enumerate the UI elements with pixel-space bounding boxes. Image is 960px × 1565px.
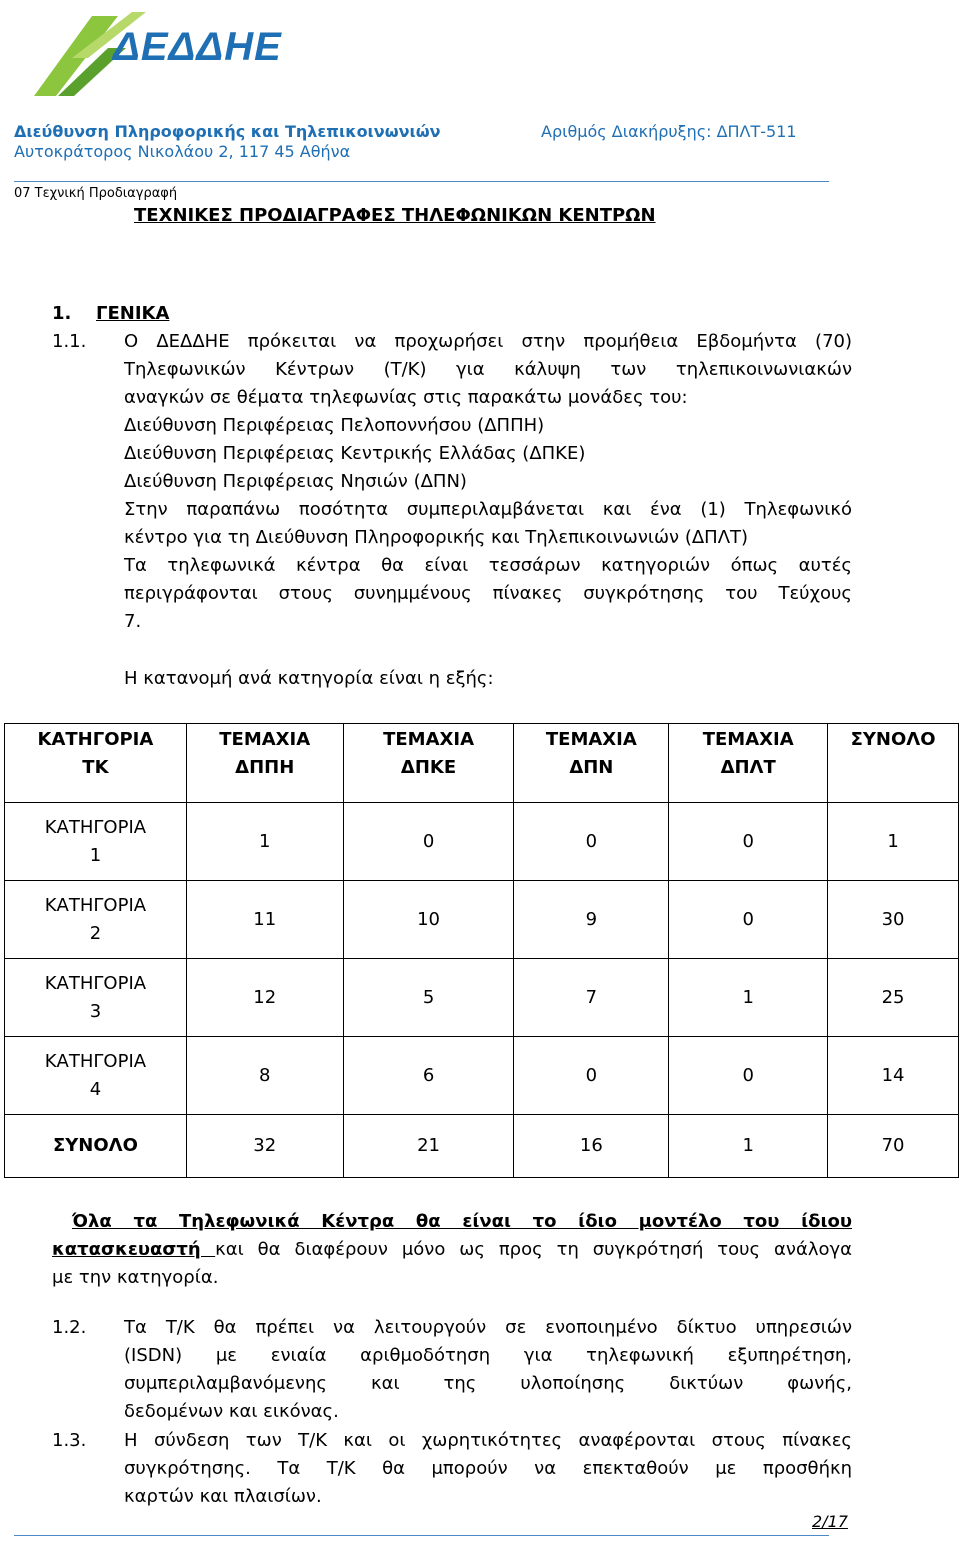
page-number: 2/17 bbox=[812, 1512, 848, 1531]
text-line: Διεύθυνση Περιφέρειας Νησιών (ΔΠΝ) bbox=[124, 471, 467, 492]
text-line: αναγκών σε θέματα τηλεφωνίας στις παρακάτω μονάδες του: bbox=[124, 387, 688, 408]
directorate-address: Αυτοκράτορος Νικολάου 2, 117 45 Αθήνα bbox=[14, 142, 351, 161]
table-cell: 6 bbox=[343, 1037, 514, 1115]
paragraph-1-1 bbox=[124, 328, 852, 636]
category-cell: ΚΑΤΗΓΟΡΙΑ 3 bbox=[5, 959, 187, 1037]
distribution-table bbox=[4, 723, 959, 1178]
text-line: καρτών και πλαισίων. bbox=[124, 1486, 322, 1507]
paragraph-number: 1.2. bbox=[52, 1317, 87, 1338]
text-line: Διεύθυνση Περιφέρειας Κεντρικής Ελλάδας (ΔΠΚΕ) bbox=[124, 443, 586, 464]
table-row bbox=[5, 959, 959, 1037]
header-cell: ΚΑΤΗΓΟΡΙΑ ΤΚ bbox=[5, 724, 187, 803]
table-row bbox=[5, 881, 959, 959]
text-line: περιγράφονται στους συνημμένους πίνακες συγκρότησης του Τεύχους bbox=[124, 583, 852, 604]
footer-divider bbox=[14, 1535, 829, 1536]
table-cell: 12 bbox=[186, 959, 343, 1037]
table-cell: 1 bbox=[669, 959, 828, 1037]
paragraph-1-3 bbox=[124, 1427, 852, 1511]
page-title: ΤΕΧΝΙΚΕΣ ΠΡΟΔΙΑΓΡΑΦΕΣ ΤΗΛΕΦΩΝΙΚΩΝ ΚΕΝΤΡΩΝ bbox=[134, 205, 656, 226]
table-cell: 14 bbox=[828, 1037, 959, 1115]
table-cell: 16 bbox=[514, 1115, 669, 1178]
text-line: 7. bbox=[124, 611, 142, 632]
table-cell: 0 bbox=[514, 1037, 669, 1115]
table-cell: 21 bbox=[343, 1115, 514, 1178]
text-line: (ISDN) με ενιαία αριθμοδότηση για τηλεφωνική εξυπηρέτηση, bbox=[124, 1345, 852, 1366]
note-text: και θα διαφέρουν μόνο ως προς τη συγκρότησή τους ανάλογα bbox=[215, 1239, 852, 1260]
table-cell: 11 bbox=[186, 881, 343, 959]
table-cell: 7 bbox=[514, 959, 669, 1037]
table-row bbox=[5, 1037, 959, 1115]
section-heading: ΓΕΝΙΚΑ bbox=[96, 303, 170, 324]
table-total-row bbox=[5, 1115, 959, 1178]
text-line: Τηλεφωνικών Κέντρων (Τ/Κ) για κάλυψη των τηλεπικοινωνιακών bbox=[124, 359, 852, 380]
text-line: Ο ΔΕΔΔΗΕ πρόκειται να προχωρήσει στην προμήθεια Εβδομήντα (70) bbox=[124, 331, 852, 352]
text-line: συγκρότησης. Τα Τ/Κ θα μπορούν να επεκταθούν με προσθήκη bbox=[124, 1458, 852, 1479]
table-cell: 70 bbox=[828, 1115, 959, 1178]
total-label-cell: ΣΥΝΟΛΟ bbox=[5, 1115, 187, 1178]
table-cell: 0 bbox=[669, 881, 828, 959]
text-line: Η σύνδεση των Τ/Κ και οι χωρητικότητες αναφέρονται στους πίνακες bbox=[124, 1430, 852, 1451]
table-cell: 1 bbox=[186, 803, 343, 881]
table-header-row bbox=[5, 724, 959, 803]
table-row bbox=[5, 803, 959, 881]
header-cell: ΤΕΜΑΧΙΑ ΔΠΝ bbox=[514, 724, 669, 803]
text-line: Στην παραπάνω ποσότητα συμπεριλαμβάνεται και ένα (1) Τηλεφωνικό bbox=[124, 499, 852, 520]
text-line: Διεύθυνση Περιφέρειας Πελοποννήσου (ΔΠΠΗ) bbox=[124, 415, 545, 436]
text-line: συμπεριλαμβανόμενης και της υλοποίησης δικτύων φωνής, bbox=[124, 1373, 852, 1394]
category-cell: ΚΑΤΗΓΟΡΙΑ 1 bbox=[5, 803, 187, 881]
table-cell: 25 bbox=[828, 959, 959, 1037]
table-cell: 0 bbox=[514, 803, 669, 881]
text-line: Τα Τ/Κ θα πρέπει να λειτουργούν σε ενοποιημένο δίκτυο υπηρεσιών bbox=[124, 1317, 852, 1338]
distribution-intro: Η κατανομή ανά κατηγορία είναι η εξής: bbox=[124, 668, 494, 689]
text-line: κέντρο για τη Διεύθυνση Πληροφορικής και Τηλεπικοινωνιών (ΔΠΛΤ) bbox=[124, 527, 749, 548]
header-divider bbox=[14, 181, 829, 182]
category-cell: ΚΑΤΗΓΟΡΙΑ 4 bbox=[5, 1037, 187, 1115]
directorate-name: Διεύθυνση Πληροφορικής και Τηλεπικοινωνιών bbox=[14, 122, 441, 141]
header-cell: ΤΕΜΑΧΙΑ ΔΠΚΕ bbox=[343, 724, 514, 803]
text-line: δεδομένων και εικόνας. bbox=[124, 1401, 339, 1422]
table-cell: 8 bbox=[186, 1037, 343, 1115]
paragraph-number: 1.1. bbox=[52, 331, 87, 352]
table-cell: 10 bbox=[343, 881, 514, 959]
table-cell: 32 bbox=[186, 1115, 343, 1178]
paragraph-1-2 bbox=[124, 1314, 852, 1426]
tender-number: Αριθμός Διακήρυξης: ΔΠΛΤ-511 bbox=[541, 122, 797, 141]
note-text: με την κατηγορία. bbox=[52, 1267, 219, 1288]
logo-wordmark: ΔΕΔΔΗΕ bbox=[113, 25, 282, 69]
note-paragraph bbox=[52, 1208, 852, 1292]
table-cell: 1 bbox=[828, 803, 959, 881]
section-number: 1. bbox=[52, 303, 72, 324]
table-cell: 0 bbox=[343, 803, 514, 881]
document-label: 07 Τεχνική Προδιαγραφή bbox=[14, 186, 178, 201]
header-cell: ΣΥΝΟΛΟ bbox=[828, 724, 959, 803]
table-cell: 1 bbox=[669, 1115, 828, 1178]
category-cell: ΚΑΤΗΓΟΡΙΑ 2 bbox=[5, 881, 187, 959]
table-cell: 0 bbox=[669, 803, 828, 881]
header-cell: ΤΕΜΑΧΙΑ ΔΠΠΗ bbox=[186, 724, 343, 803]
text-line: Τα τηλεφωνικά κέντρα θα είναι τεσσάρων κατηγοριών όπως αυτές bbox=[124, 555, 852, 576]
note-bold-text: Όλα τα Τηλεφωνικά Κέντρα θα είναι το ίδιο μοντέλο του ίδιου bbox=[72, 1211, 852, 1232]
table-cell: 30 bbox=[828, 881, 959, 959]
note-bold-text: κατασκευαστή bbox=[52, 1239, 216, 1260]
table-cell: 0 bbox=[669, 1037, 828, 1115]
table-cell: 9 bbox=[514, 881, 669, 959]
table-cell: 5 bbox=[343, 959, 514, 1037]
header-cell: ΤΕΜΑΧΙΑ ΔΠΛΤ bbox=[669, 724, 828, 803]
paragraph-number: 1.3. bbox=[52, 1430, 87, 1451]
